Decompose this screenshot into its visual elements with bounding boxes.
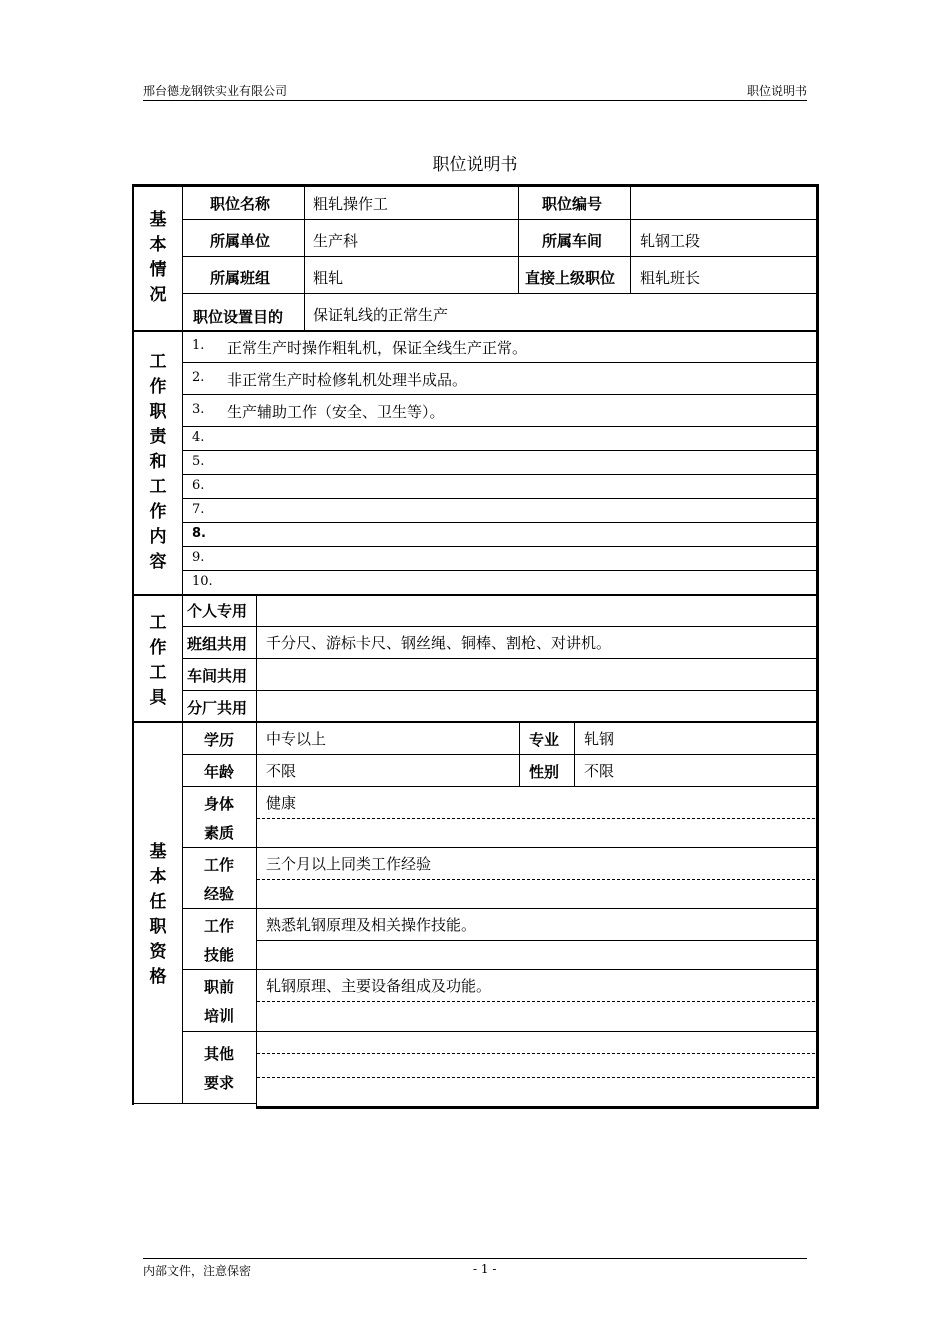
section-basic-info: 基本情况: [149, 210, 167, 305]
tool-row-label: 个人专用: [187, 602, 248, 620]
duty-number: 5.: [192, 454, 205, 469]
company-name: 邢台德龙钢铁实业有限公司: [143, 84, 288, 98]
page-footer: [143, 1258, 807, 1279]
page-number: - 1 -: [473, 1262, 497, 1276]
header-doc-type: 职位说明书: [746, 84, 807, 98]
experience-label-line2: 经验: [204, 885, 235, 903]
duty-number: 2.: [192, 370, 205, 385]
duty-number: 3.: [192, 402, 205, 417]
other-label-line2: 要求: [204, 1074, 235, 1092]
section-line-1: [132, 330, 818, 332]
position-name-label: 职位名称: [210, 195, 271, 213]
duty-number: 7.: [192, 502, 205, 517]
age-label: 年龄: [204, 763, 235, 781]
major-value: 轧钢: [584, 730, 615, 748]
workshop-value: 轧钢工段: [640, 232, 701, 250]
superior-label: 直接上级职位: [525, 269, 616, 287]
tool-row-label: 分厂共用: [187, 699, 248, 717]
training-label-line2: 培训: [204, 1007, 235, 1025]
skills-label-line2: 技能: [204, 946, 235, 964]
position-name-value: 粗轧操作工: [313, 195, 389, 213]
major-label: 专业: [529, 731, 560, 749]
duty-number: 10.: [192, 574, 213, 589]
education-label: 学历: [204, 731, 235, 749]
team-label: 所属班组: [210, 269, 271, 287]
physical-label-line2: 素质: [204, 824, 235, 842]
workshop-label: 所属车间: [542, 232, 603, 250]
duty-text: 非正常生产时检修轧机处理半成品。: [227, 371, 468, 389]
superior-value: 粗轧班长: [640, 269, 701, 287]
experience-label-line1: 工作: [204, 856, 235, 874]
frame-right: [816, 184, 819, 1109]
team-value: 粗轧: [313, 269, 344, 287]
section-qualifications: 基本任职资格: [149, 842, 167, 987]
section-duties: 工作职责和工作内容: [149, 352, 167, 572]
physical-value: 健康: [266, 794, 297, 812]
duty-text: 正常生产时操作粗轧机，保证全线生产正常。: [227, 339, 528, 357]
gender-value: 不限: [584, 762, 615, 780]
position-code-label: 职位编号: [542, 195, 603, 213]
duty-number: 4.: [192, 430, 205, 445]
skills-label-line1: 工作: [204, 917, 235, 935]
section-line-2: [132, 594, 818, 596]
physical-label-line1: 身体: [204, 795, 235, 813]
training-value: 轧钢原理、主要设备组成及功能。: [266, 977, 492, 995]
gender-label: 性别: [529, 763, 560, 781]
tool-row-label: 班组共用: [187, 635, 248, 653]
frame-left: [132, 184, 134, 1105]
confidential-note: 内部文件，注意保密: [143, 1264, 252, 1278]
duty-number: 9.: [192, 550, 205, 565]
unit-label: 所属单位: [210, 232, 271, 250]
duty-text: 生产辅助工作（安全、卫生等）。: [227, 403, 445, 421]
skills-value: 熟悉轧钢原理及相关操作技能。: [266, 916, 477, 934]
section-col-line: [182, 186, 183, 1104]
unit-value: 生产科: [313, 232, 359, 250]
frame-bottom: [257, 1106, 819, 1109]
other-label-line1: 其他: [204, 1045, 235, 1063]
duty-number: 8.: [192, 526, 206, 541]
duty-number: 1.: [192, 338, 205, 353]
tool-row-value: 千分尺、游标卡尺、钢丝绳、铜棒、割枪、对讲机。: [266, 634, 612, 652]
purpose-label: 职位设置目的: [193, 308, 284, 326]
tool-row-label: 车间共用: [187, 667, 248, 685]
purpose-value: 保证轧线的正常生产: [313, 306, 449, 324]
duty-number: 6.: [192, 478, 205, 493]
frame-bottom-left: [132, 1103, 257, 1104]
education-value: 中专以上: [266, 730, 327, 748]
section-tools: 工作工具: [149, 613, 167, 708]
training-label-line1: 职前: [204, 978, 235, 996]
document-title: 职位说明书: [432, 155, 518, 175]
age-value: 不限: [266, 762, 297, 780]
experience-value: 三个月以上同类工作经验: [266, 855, 432, 873]
frame-top: [132, 184, 819, 187]
section-line-3: [132, 721, 818, 723]
